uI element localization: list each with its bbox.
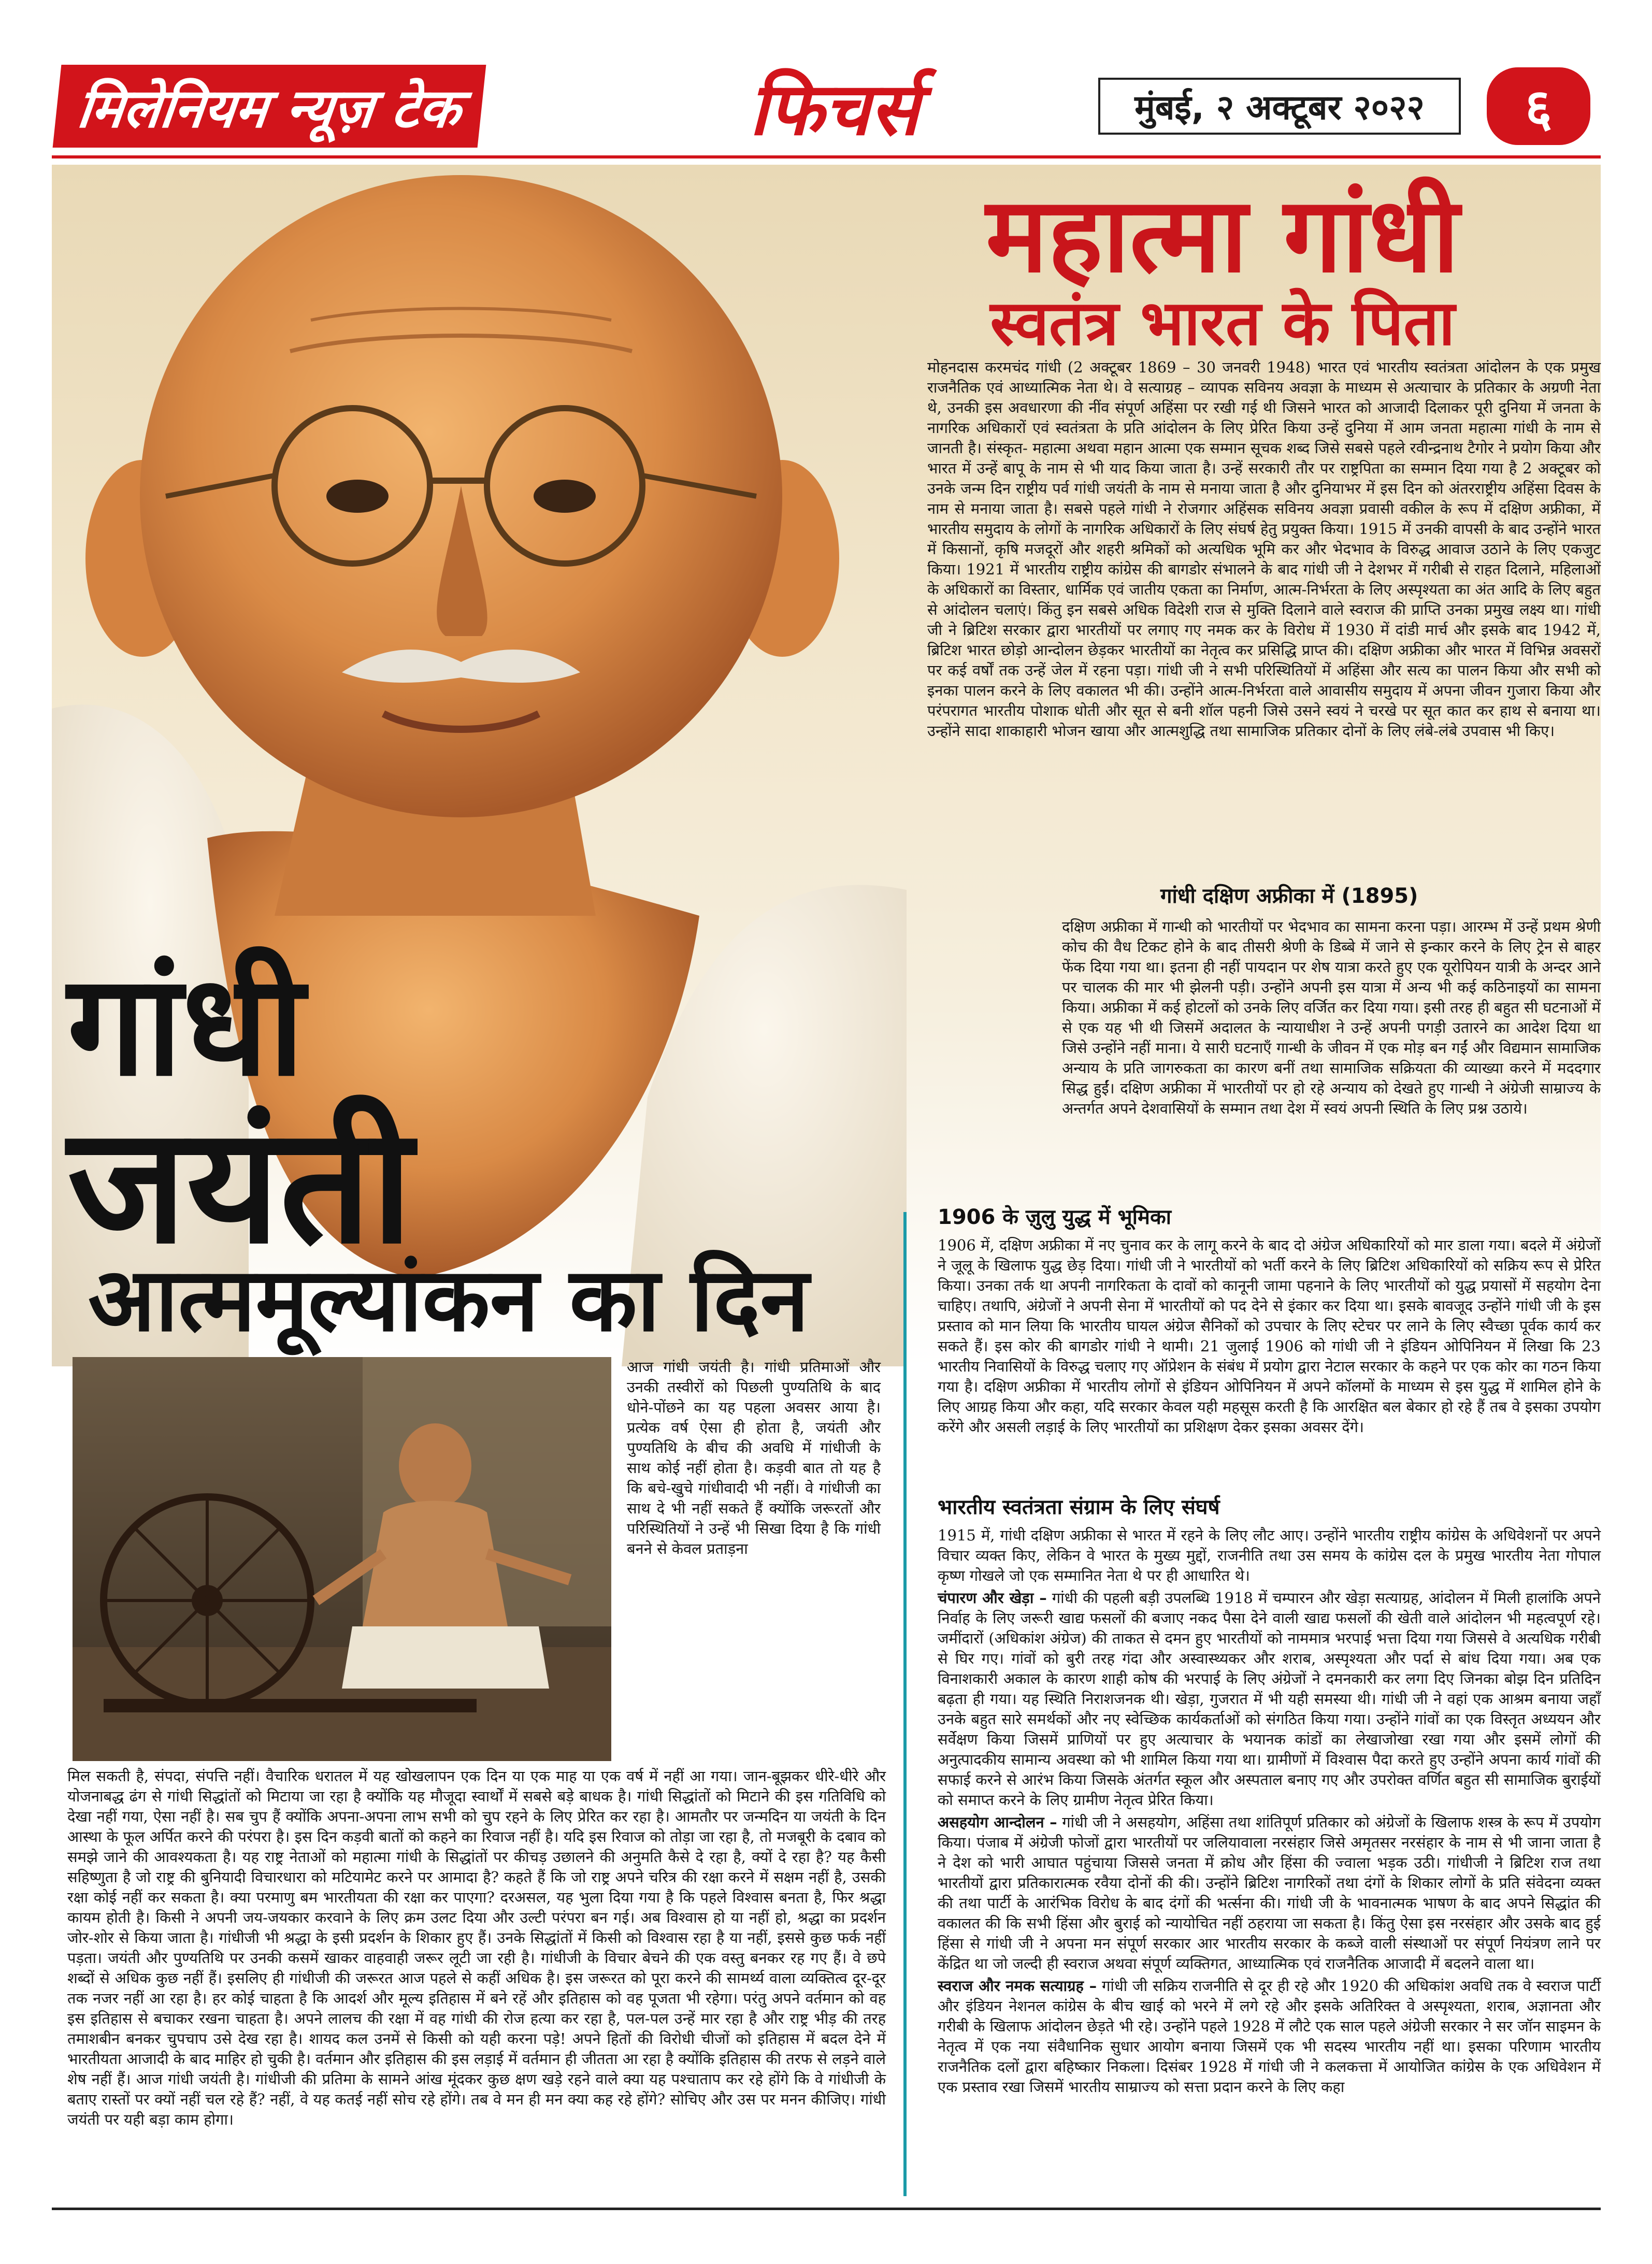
- issue-date: मुंबई, २ अक्टूबर २०२२: [1098, 78, 1461, 135]
- headline-subtitle: स्वतंत्र भारत के पिता: [990, 287, 1455, 359]
- noncooperation-paragraph: [938, 1812, 1601, 1974]
- zulu-heading: 1906 के ज़ुलु युद्ध में भूमिका: [938, 1205, 1172, 1229]
- swaraj-label: स्वराज और नमक सत्याग्रह –: [938, 1977, 1097, 1995]
- champaran-text: गांधी की पहली बड़ी उपलब्धि 1918 में चम्पारन और खेड़ा सत्याग्रह, आंदोलन में मिली हालांकि अपने निर्वाह के लिए जरूरी खाद्य फसलों की बजाए नकद पैसा देने वाली खाद्य फसलों की खेती वाले आंदोलन भी महत्वपूर्ण रहे। जमींदारों (अधिकांश अंग्रेज) की ताकत से दमन हुए भारतीयों को नाममात्र भरपाई भत्ता दिया गया जिससे वे अत्यधिक गरीबी से घिर गए। गांवों को बुरी तरह गंदा और अस्वास्थ्यकर और शराब, अस्पृश्यता और पर्दा से बांध दिया गया। अब एक विनाशकारी अकाल के कारण शाही कोष की भरपाई के लिए अंग्रेजों ने दमनकारी कर लगा दिए जिनका बोझ दिन प्रतिदिन बढ़ता ही गया। यह स्थिति निराशजनक थी। खेड़ा, गुजरात में भी यही समस्या थी। गांधी जी ने वहां एक आश्रम बनाया जहाँ उनके बहुत सारे समर्थकों और नए स्वेच्छिक कार्यकर्ताओं को संगठित किया गया। उन्होंने गांवों का एक विस्तृत अध्ययन और सर्वेक्षण किया जिसमें प्राणियों पर हुए अत्याचार के भयानक कांडों का लेखाजोखा रखा गया और इसमें लोगों की अनुत्पादकीय सामान्य अवस्था को भी शामिल किया गया था। ग्रामीणों में विश्वास पैदा करते हुए उन्होंने अपना कार्य गांवों की सफाई करने से आरंभ किया जिसके अंतर्गत स्कूल और अस्पताल बनाए गए और उपरोक्त वर्णित बहुत सी सामाजिक बुराईयों को समाप्त करने के लिए ग्रामीण नेतृत्व प्रेरित किया।: [938, 1589, 1601, 1809]
- charkha-photo: [73, 1357, 611, 1761]
- champaran-label: चंपारण और खेड़ा –: [938, 1589, 1047, 1607]
- jayanti-headline-line2: जयंती: [67, 1092, 413, 1279]
- headline-title: महात्मा गांधी: [985, 175, 1460, 296]
- south-africa-paragraph: दक्षिण अफ्रीका में गान्धी को भारतीयों पर भेदभाव का सामना करना पड़ा। आरम्भ में उन्हें प्रथम श्रेणी कोच की वैध टिकट होने के बाद तीसरी श्रेणी के डिब्बे में जाने से इन्कार करने के लिए ट्रेन से बाहर फेंक दिया गया था। इतना ही नहीं पायदान पर शेष यात्रा करते हुए एक यूरोपियन यात्री के अन्दर आने पर चालक की मार भी झेलनी पड़ी। उन्होंने अपनी इस यात्रा में अन्य भी कई कठिनाइयों का सामना किया। अफ्रीका में कई होटलों को उनके लिए वर्जित कर दिया गया। इसी तरह ही बहुत सी घटनाओं में से एक यह भी थी जिसमें अदालत के न्यायाधीश ने उन्हें अपनी पगड़ी उतारने का आदेश दिया था जिसे उन्होंने नहीं माना। ये सारी घटनाएँ गान्धी के जीवन में एक मोड़ बन गईं और विद्यमान सामाजिक अन्याय के प्रति जागरुकता का कारण बनीं तथा सामाजिक सक्रियता की व्याख्या करने में मददगार सिद्ध हुईं। दक्षिण अफ्रीका में भारतीयों पर हो रहे अन्याय को देखते हुए गान्धी ने अंग्रेजी साम्राज्य के अन्तर्गत अपने देशवासियों के सम्मान तथा देश में स्वयं अपनी स्थिति के लिए प्रश्न उठाये।: [1062, 918, 1601, 1117]
- zulu-paragraph: 1906 में, दक्षिण अफ्रीका में नए चुनाव कर के लागू करने के बाद दो अंग्रेज अधिकारियों को मार डाला गया। बदले में अंग्रेजों ने जूलू के खिलाफ युद्ध छेड़ दिया। गांधी जी ने भारतीयों को भर्ती करने के लिए ब्रिटिश अधिकारियों को सक्रिय रूप से प्रेरित किया। उनका तर्क था अपनी नागरिकता के दावों को कानूनी जामा पहनाने के लिए भारतीयों को युद्ध प्रयासों में सहयोग देना चाहिए। तथापि, अंग्रेजों ने अपनी सेना में भारतीयों को पद देने से इंकार कर दिया था। इसके बावजूद उन्होंने गांधी जी के इस प्रस्ताव को मान लिया कि भारतीय घायल अंग्रेज सैनिकों को उपचार के लिए स्टेचर पर लाने के लिए स्वैच्छा पूर्वक कार्य कर सकते हैं। इस कोर की बागडोर गांधी ने थामी। 21 जुलाई 1906 को गांधी जी ने इंडियन ओपिनियन में लिखा कि 23 भारतीय निवासियों के विरुद्ध चलाए गए ऑप्रेशन के संबंध में प्रयोग द्वारा नेटाल सरकार के कहने पर एक कोर का गठन किया गया है। दक्षिण अफ्रीका में भारतीय लोगों से इंडियन ओपिनियन में अपने कॉलमों के माध्यम से इस युद्ध में शामिल होने के लिए आग्रह किया और कहा, यदि सरकार केवल यही महसूस करती है कि आरक्षित बल बेकार हो रहे हैं तब वे इसका उपयोग करेंगे और असली लड़ाई के लिए भारतीयों का प्रशिक्षण देकर इसका अवसर देंगे।: [938, 1236, 1601, 1436]
- jayanti-bottom-paragraph: मिल सकती है, संपदा, संपत्ति नहीं। वैचारिक धरातल में यह खोखलापन एक दिन या एक माह या एक वर्ष में नहीं आ गया। जान-बूझकर धीरे-धीरे और योजनाबद्ध ढंग से गांधी सिद्धांतों को मिटाया जा रहा है क्योंकि यह मौजूदा स्वार्थों में सबसे बड़े बाधक है। गांधी सिद्धांतों को मिटाने की इस गतिविधि को देखा नहीं गया, ऐसा नहीं है। सब चुप हैं क्योंकि अपना-अपना लाभ सभी को चुप रहने के लिए प्रेरित कर रहा है। आमतौर पर जन्मदिन या जयंती के दिन आस्था के फूल अर्पित करने की परंपरा है। इस दिन कड़वी बातों को कहने का रिवाज नहीं है। यदि इस रिवाज को तोड़ा जा रहा है, तो मजबूरी के दबाव को समझे जाने की आवश्यकता है। यह राष्ट्र नेताओं को महात्मा गांधी के सिद्धांतों पर कीचड़ उछालने की अनुमति कैसे दे रहा है, क्यों दे रहा है? यह कैसी सहिष्णुता है जो राष्ट्र की बुनियादी विचारधारा को मटियामेट करने पर आमादा है? कहते हैं कि जो राष्ट्र अपने चरित्र की रक्षा करने में सक्षम नहीं है, उसकी रक्षा कोई नहीं कर सकता है। क्या परमाणु बम भारतीयता की रक्षा कर पाएगा? दरअसल, यह भुला दिया गया है कि पहले विश्वास बनता है, फिर श्रद्धा कायम होती है। किसी ने अपनी जय-जयकार करवाने के लिए क्रम उलट दिया और उल्टी परंपरा बन गई। अब विश्वास हो या नहीं हो, श्रद्धा का प्रदर्शन जोर-शोर से किया जाता है। गांधीजी भी श्रद्धा के इसी प्रदर्शन के शिकार हुए हैं। उनके सिद्धांतों में किसी को विश्वास रहा है या नहीं, इससे कुछ फर्क नहीं पड़ता। जयंती और पुण्यतिथि पर उनकी कसमें खाकर वाहवाही जरूर लूटी जा रही है। गांधीजी के विचार बेचने की एक वस्तु बनकर रह गए हैं। वे छपे शब्दों से अधिक कुछ नहीं हैं। इसलिए ही गांधीजी की जरूरत आज पहले से कहीं अधिक है। इस जरूरत को पूरा करने की सामर्थ्य वाला व्यक्तित्व दूर-दूर तक नजर नहीं आ रहा है। हर कोई चाहता है कि आदर्श और मूल्य इतिहास में बने रहें और इतिहास को वह पूजता भी रहेगा। परंतु अपने वर्तमान को वह इस इतिहास से बचाकर रखना चाहता है। अपने लालच की रक्षा में वह गांधी की रोज हत्या कर रहा है, पल-पल उन्हें मार रहा है और राष्ट्र भीड़ की तरह तमाशबीन बनकर चुपचाप उसे देख रहा है। शायद कल उनमें से किसी को यही करना पड़े! अपने हितों की विरोधी चीजों को इतिहास में बदल देने में भारतीयता आजादी के बाद माहिर हो चुकी है। वर्तमान और इतिहास की इस लड़ाई में वर्तमान ही जीतता आ रहा है क्योंकि इतिहास की तरफ से लड़ने वाले शेष नहीं हैं। आज गांधी जयंती है। गांधीजी की प्रतिमा के सामने आंख मूंदकर कुछ क्षण खड़े रहने वाले क्या यह पश्चाताप कर रहे होंगे कि वे गांधीजी के बताए रास्तों पर क्यों नहीं चल रहे हैं? नहीं, वे यह कतई नहीं सोच रहे होंगे। तब वे मन ही मन क्या कह रहे होंगे? सोचिए और उस पर मनन कीजिए। गांधी जयंती पर यही बड़ा काम होगा।: [67, 1767, 886, 2128]
- jayanti-bottom-column: [67, 1766, 886, 2196]
- zulu-article: [938, 1235, 1601, 1484]
- page-number: ६: [1487, 67, 1590, 145]
- freedom-article: [938, 1525, 1601, 2188]
- intro-article: [927, 357, 1601, 881]
- footer-rule: [52, 2208, 1601, 2210]
- swaraj-text: गांधी जी सक्रिय राजनीति से दूर ही रहे और 1920 की अधिकांश अवधि तक वे स्वराज पार्टी और इंडियन नेशनल कांग्रेस के बीच खाई को भरने में लगे रहे और इसके अतिरिक्त वे अस्पृश्यता, शराब, अज्ञानता और गरीबी के खिलाफ आंदोलन छेड़ते भी रहे। उन्होंने पहले 1928 में लौटे एक साल पहले अंग्रेजी सरकार ने सर जॉन साइमन के नेतृत्व में एक नया संवैधानिक सुधार आयोग बनाया जिसमें एक भी सदस्य भारतीय नहीं था। इसका परिणाम भारतीय राजनैतिक दलों द्वारा बहिष्कार निकला। दिसंबर 1928 में गांधी जी ने कलकत्ता में आयोजित कांग्रेस के एक अधिवेशन में एक प्रस्ताव रखा जिसमें भारतीय साम्राज्य को सत्ता प्रदान करने के लिए कहा: [938, 1977, 1601, 2096]
- section-title: फिचर्स: [749, 67, 919, 152]
- champaran-paragraph: [938, 1588, 1601, 1810]
- masthead-rule: [52, 155, 1601, 158]
- jayanti-headline-line3: आत्ममूल्यांकन का दिन: [88, 1249, 809, 1351]
- freedom-paragraph-1: 1915 में, गांधी दक्षिण अफ्रीका से भारत में रहने के लिए लौट आए। उन्होंने भारतीय राष्ट्रीय कांग्रेस के अधिवेशनों पर अपने विचार व्यक्त किए, लेकिन वे भारत के मुख्य मुद्दों, राजनीति तथा उस समय के कांग्रेस दल के प्रमुख भारतीय नेता गोपाल कृष्ण गोखले जो एक सम्मानित नेता थे पर ही आधारित थे।: [938, 1526, 1601, 1584]
- intro-paragraph: मोहनदास करमचंद गांधी (2 अक्टूबर 1869 – 30 जनवरी 1948) भारत एवं भारतीय स्वतंत्रता आंदोलन के एक प्रमुख राजनैतिक एवं आध्यात्मिक नेता थे। वे सत्याग्रह – व्यापक सविनय अवज्ञा के माध्यम से अत्याचार के प्रतिकार के अग्रणी नेता थे, उनकी इस अवधारणा की नींव संपूर्ण अहिंसा पर रखी गई थी जिसने भारत को आजादी दिलाकर पूरी दुनिया में जनता के नागरिक अधिकारों एवं स्वतंत्रता के प्रति आंदोलन के लिए प्रेरित किया उन्हें दुनिया में आम जनता महात्मा गांधी के नाम से जानती है। संस्कृत- महात्मा अथवा महान आत्मा एक सम्मान सूचक शब्द जिसे सबसे पहले रवीन्द्रनाथ टैगोर ने प्रयोग किया और भारत में उन्हें बापू के नाम से भी याद किया जाता है। उन्हें सरकारी तौर पर राष्ट्रपिता का सम्मान दिया गया है 2 अक्टूबर को उनके जन्म दिन राष्ट्रीय पर्व गांधी जयंती के नाम से मनाया जाता है और दुनियाभर में इस दिन को अंतरराष्ट्रीय अहिंसा दिवस के नाम से मनाया जाता है। सबसे पहले गांधी ने रोजगार अहिंसक सविनय अवज्ञा प्रवासी वकील के रूप में दक्षिण अफ्रीका, में भारतीय समुदाय के लोगों के नागरिक अधिकारों के लिए संघर्ष हेतु प्रयुक्त किया। 1915 में उनकी वापसी के बाद उन्होंने भारत में किसानों, कृषि मजदूरों और शहरी श्रमिकों को अत्यधिक भूमि कर और भेदभाव के विरुद्ध आवाज उठाने के लिए एकजुट किया। 1921 में भारतीय राष्ट्रीय कांग्रेस की बागडोर संभालने के बाद गांधी जी ने देशभर में गरीबी से राहत दिलाने, महिलाओं के अधिकारों का विस्तार, धार्मिक एवं जातीय एकता का निर्माण, आत्म-निर्भरता के लिए अस्पृश्यता का अंत आदि के लिए बहुत से आंदोलन चलाएं। किंतु इन सबसे अधिक विदेशी राज से मुक्ति दिलाने वाले स्वराज की प्राप्ति उनका प्रमुख लक्ष्य था। गांधी जी ने ब्रिटिश सरकार द्वारा भारतीयों पर लगाए गए नमक कर के विरोध में 1930 में दांडी मार्च और इसके बाद 1942 में, ब्रिटिश भारत छोड़ो आन्दोलन छेड़कर भारतीयों का नेतृत्व कर प्रसिद्धि प्राप्त की। दक्षिण अफ्रीका और भारत में विभिन्न अवसरों पर कई वर्षों तक उन्हें जेल में रहना पड़ा। गांधी जी ने सभी परिस्थितियों में अहिंसा और सत्य का पालन किया और सभी को इनका पालन करने के लिए वकालत भी की। उन्होंने आत्म-निर्भरता वाले आवासीय समुदाय में अपना जीवन गुजारा किया और परंपरागत भारतीय पोशाक धोती और सूत से बनी शॉल पहनी जिसे उसने स्वयं ने चरखे पर सूत कात कर हाथ से बनाया था। उन्होंने सादा शाकाहारी भोजन खाया और आत्मशुद्धि तथा सामाजिक प्रतिकार दोनों के लिए लंबे-लंबे उपवास भी किए।: [927, 358, 1601, 740]
- freedom-heading: भारतीय स्वतंत्रता संग्राम के लिए संघर्ष: [938, 1495, 1220, 1519]
- jayanti-side-paragraph: आज गांधी जयंती है। गांधी प्रतिमाओं और उनकी तस्वीरों को पिछली पुण्यतिथि के बाद धोने-पोंछने का यह पहला अवसर आया है। प्रत्येक वर्ष ऐसा ही होता है, जयंती और पुण्यतिथि के बीच की अवधि में गांधीजी के साथ कोई नहीं होता है। कड़वी बात तो यह है कि बचे-खुचे गांधीवादी भी नहीं। वे गांधीजी का साथ दे भी नहीं सकते हैं क्योंकि जरूरतों और परिस्थितियों ने उन्हें भी सिखा दिया है कि गांधी बनने से केवल प्रताड़ना: [627, 1358, 881, 1558]
- noncooperation-text: गांधी जी ने असहयोग, अहिंसा तथा शांतिपूर्ण प्रतिकार को अंग्रेजों के खिलाफ शस्त्र के रूप में उपयोग किया। पंजाब में अंग्रेजी फोजों द्वारा भारतीयों पर जलियावाला नरसंहार जिसे अमृतसर नरसंहार के नाम से भी जाना जाता है ने देश को भारी आघात पहुंचाया जिससे जनता में क्रोध और हिंसा की ज्वाला भड़क उठी। गांधीजी ने ब्रिटिश राज तथा भारतीयों द्वारा प्रतिकारात्मक रवैया दोनों की की। उन्होंने ब्रिटिश नागरिकों तथा दंगों के शिकार लोगों के प्रति संवेदना व्यक्त की तथा पार्टी के आरंभिक विरोध के बाद दंगों की भर्त्सना की। गांधी जी के भावनात्मक भाषण के बाद अपने सिद्धांत की वकालत की कि सभी हिंसा और बुराई को न्यायोचित नहीं ठहराया जा सकता है। किंतु ऐसा इस नरसंहार और उसके बाद हुई हिंसा से गांधी जी ने अपना मन संपूर्ण सरकार आर भारतीय सरकार के कब्जे वाली संस्थाओं पर संपूर्ण नियंत्रण लाने पर केंद्रित था जो जल्दी ही स्वराज अथवा संपूर्ण व्यक्तिगत, आध्यात्मिक एवं राजनैतिक आजादी में बदलने वाला था।: [938, 1813, 1601, 1972]
- south-africa-heading: गांधी दक्षिण अफ्रीका में (1895): [1160, 884, 1418, 908]
- paper-name: मिलेनियम न्यूज़ टेक: [53, 65, 486, 148]
- noncooperation-label: असहयोग आन्दोलन –: [938, 1813, 1057, 1831]
- swaraj-paragraph: [938, 1976, 1601, 2097]
- jayanti-side-column: [627, 1357, 881, 1766]
- column-divider: [903, 1212, 907, 2196]
- jayanti-headline-line1: गांधी: [67, 944, 305, 1107]
